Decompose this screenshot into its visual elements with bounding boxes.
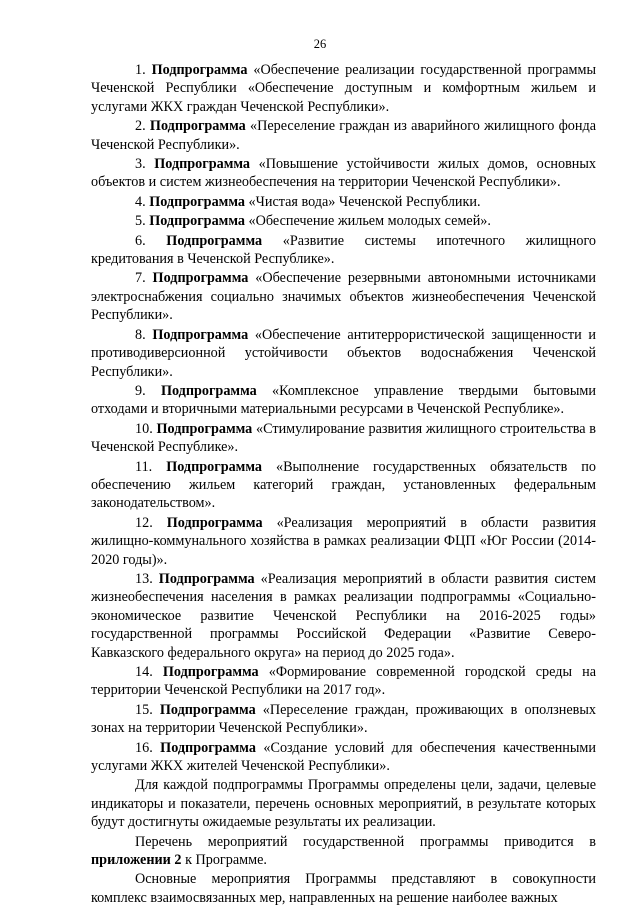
appendix-reference: приложении 2: [91, 852, 182, 869]
subprogram-title: «Выполнение государственных обязательств по обеспечению жильем категорий граждан, установленных федеральным законодательством».: [91, 458, 596, 512]
subprogram-title: «Обеспечение резервными автономными источниками электроснабжения социально значимых объектов жизнеобеспечения Чеченской Республики».: [91, 270, 597, 324]
subprogram-number: 9.: [135, 382, 146, 399]
paragraph-main-activities: Основные мероприятия Программы представляют в совокупности комплекс взаимосвязанных мер, направленных на решение наиболее важных: [91, 871, 596, 906]
subprogram-title: «Переселение граждан из аварийного жилищного фонда Чеченской Республики».: [91, 118, 596, 153]
subprogram-label: Подпрограмма: [149, 193, 245, 210]
subprogram-item: [91, 193, 596, 211]
subprogram-title: «Обеспечение жильем молодых семей».: [245, 213, 491, 230]
subprogram-title: «Стимулирование развития жилищного строительства в Чеченской Республике».: [91, 420, 597, 456]
subprogram-label: Подпрограмма: [159, 701, 256, 718]
document-body: [91, 61, 596, 908]
subprogram-item: [91, 570, 596, 662]
subprogram-number: 4.: [135, 193, 146, 210]
subprogram-item: [91, 61, 596, 116]
subprogram-item: [91, 701, 596, 738]
subprogram-item: [91, 382, 596, 419]
subprogram-title: «Реализация мероприятий в области развития систем жизнеобеспечения населения в рамках реализации подпрограммы «Социально-экономическое развитие Чеченской Республики на 2016-2025 годы» государственной программы Российской Федерации «Развитие Северо-Кавказского федерального округа» на период до 2025 года».: [91, 570, 596, 661]
subprogram-title: «Формирование современной городской среды на территории Чеченской Республики на 2017 год».: [91, 664, 596, 699]
subprogram-number: 12.: [135, 514, 153, 531]
subprogram-item: [91, 458, 596, 513]
subprogram-label: Подпрограмма: [152, 270, 249, 287]
subprogram-label: Подпрограмма: [166, 458, 263, 475]
subprogram-label: Подпрограмма: [149, 213, 245, 230]
subprogram-label: Подпрограмма: [154, 156, 251, 173]
paragraph-activities-tail: к Программе.: [181, 852, 267, 869]
subprogram-item: [91, 420, 596, 457]
subprogram-label: Подпрограмма: [152, 326, 249, 343]
subprogram-label: Подпрограмма: [160, 739, 256, 756]
subprogram-title: «Чистая вода» Чеченской Республики.: [245, 193, 481, 210]
page-number: 26: [313, 37, 327, 51]
subprogram-number: 8.: [135, 326, 146, 343]
subprogram-label: Подпрограмма: [160, 382, 257, 399]
subprogram-item: [91, 212, 596, 230]
subprogram-number: 10.: [135, 420, 153, 437]
subprogram-label: Подпрограмма: [158, 570, 255, 587]
subprogram-number: 16.: [135, 739, 153, 756]
subprogram-number: 7.: [135, 270, 146, 287]
subprogram-number: 15.: [135, 701, 153, 718]
subprogram-label: Подпрограмма: [166, 514, 263, 531]
subprogram-title: «Обеспечение антитеррористической защищенности и противодиверсионной устойчивости объектов водоснабжения Чеченской Республики».: [91, 326, 597, 380]
subprogram-number: 1.: [135, 62, 146, 78]
subprogram-title: «Переселение граждан, проживающих в оползневых зонах на территории Чеченской Республики».: [91, 701, 596, 737]
subprogram-item: [91, 232, 596, 269]
subprogram-title: «Комплексное управление твердыми бытовыми отходами и вторичными материальными ресурсами в Чеченской Республике».: [91, 382, 596, 418]
subprogram-item: [91, 739, 596, 776]
subprogram-label: Подпрограмма: [162, 664, 259, 680]
subprogram-item: [91, 269, 596, 324]
subprogram-item: [91, 117, 596, 154]
subprogram-list: [91, 61, 596, 775]
paragraph-activities-text: Перечень мероприятий государственной программы приводится в: [135, 833, 596, 850]
subprogram-label: Подпрограмма: [149, 118, 246, 135]
subprogram-title: «Создание условий для обеспечения качественными услугами ЖКХ жителей Чеченской Республики».: [91, 739, 596, 775]
subprogram-title: «Повышение устойчивости жилых домов, основных объектов и систем жизнеобеспечения на территории Чеченской Республики».: [91, 156, 597, 191]
subprogram-number: 14.: [135, 664, 153, 680]
subprogram-number: 3.: [135, 156, 146, 173]
subprogram-item: [91, 663, 596, 700]
subprogram-item: [91, 514, 596, 569]
paragraph-activities-list: [91, 833, 596, 870]
subprogram-item: [91, 326, 596, 381]
subprogram-number: 11.: [135, 458, 153, 475]
subprogram-number: 5.: [135, 213, 146, 230]
subprogram-number: 6.: [135, 232, 146, 249]
subprogram-label: Подпрограмма: [156, 420, 253, 437]
subprogram-label: Подпрограмма: [151, 62, 248, 78]
subprogram-item: [91, 155, 596, 192]
subprogram-title: «Развитие системы ипотечного жилищного кредитования в Чеченской Республике».: [91, 232, 596, 268]
subprogram-title: «Обеспечение реализации государственной программы Чеченской Республики «Обеспечение доступным и комфортным жильем и услугами ЖКХ граждан Чеченской Республики».: [91, 62, 596, 115]
subprogram-number: 2.: [135, 118, 146, 135]
subprogram-number: 13.: [135, 570, 153, 587]
paragraph-goals: Для каждой подпрограммы Программы определены цели, задачи, целевые индикаторы и показатели, перечень основных мероприятий, в результате которых будут достигнуты ожидаемые результаты их реализации.: [91, 777, 596, 831]
subprogram-title: «Реализация мероприятий в области развития жилищно-коммунального хозяйства в рамках реализации ФЦП «Юг России (2014-2020 годы)».: [91, 514, 596, 568]
subprogram-label: Подпрограмма: [166, 232, 263, 249]
